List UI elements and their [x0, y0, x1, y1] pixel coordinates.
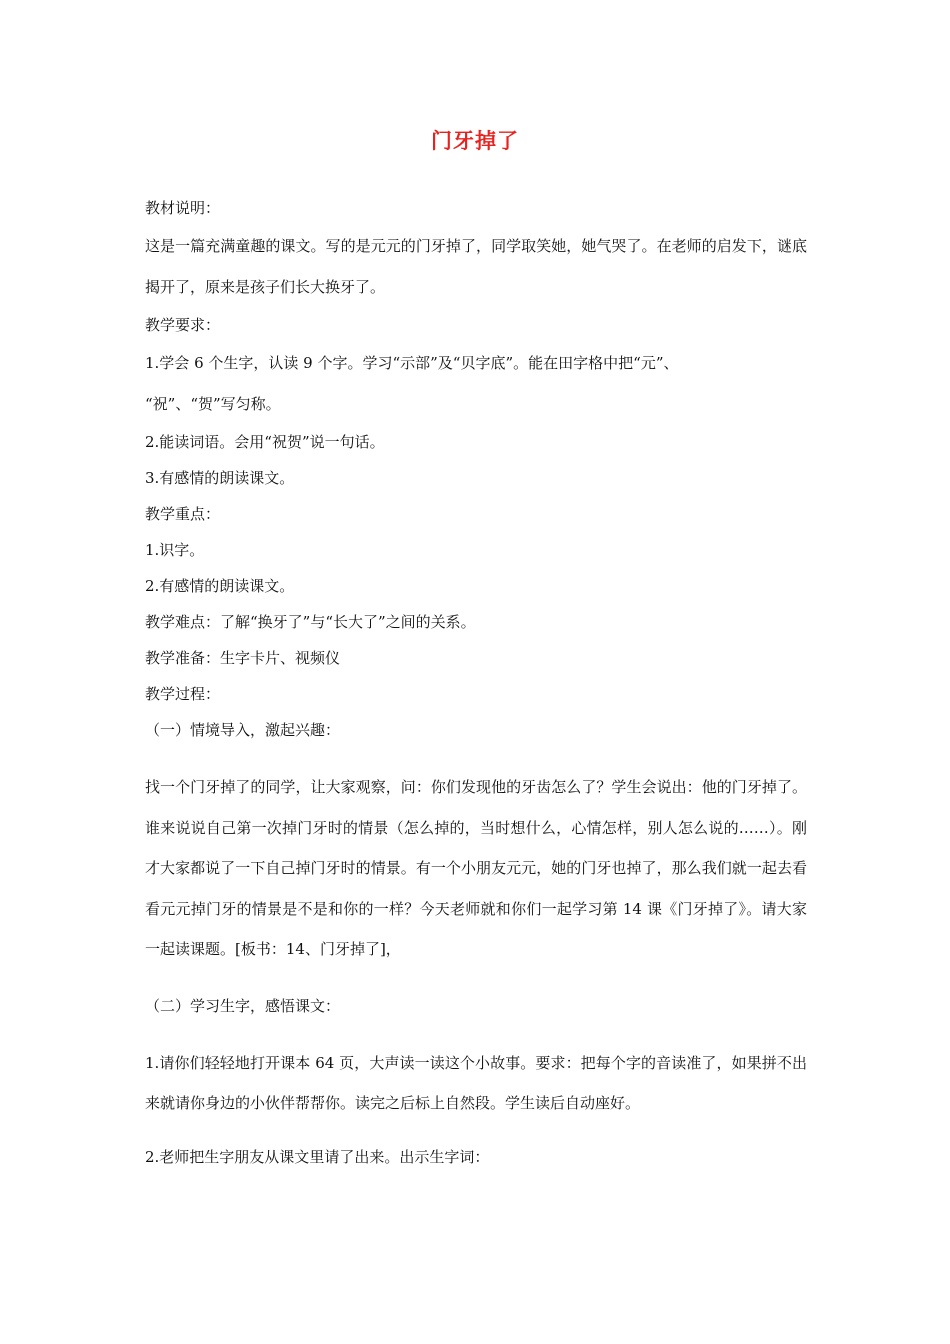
difficulty-text: 教学难点：了解“换牙了”与“长大了”之间的关系。 — [145, 613, 476, 631]
section-1-text: 找一个门牙掉了的同学，让大家观察，问：你们发现他的牙齿怎么了？学生会说出：他的门牙掉了。谁来说说自己第一次掉门牙时的情景（怎么掉的，当时想什么，心情怎样，别人怎么说的……）。刚才大家都说了一下自己掉门牙时的情景。有一个小朋友元元，她的门牙也掉了，那么我们就一起去看看元元掉门牙的情景是不是和你的一样？今天老师就和你们一起学习第 14 课《门牙掉了》。请大家一起读课题。[板书：14、门牙掉了]， — [145, 778, 807, 958]
process-heading: 教学过程： — [145, 685, 221, 703]
material-heading: 教材说明： — [145, 199, 221, 217]
requirement-1-line1: 1.学会 6 个生字，认读 9 个字。学习“示部”及“贝字底”。能在田字格中把“元”、 — [145, 354, 679, 372]
key-points-heading: 教学重点： — [145, 505, 221, 523]
step-1-text: 1.请你们轻轻地打开课本 64 页，大声读一读这个小故事。要求：把每个字的音读准了，如果拼不出来就请你身边的小伙伴帮帮你。读完之后标上自然段。学生读后自动座好。 — [145, 1053, 807, 1112]
key-point-1: 1.识字。 — [145, 541, 205, 559]
requirement-2: 2.能读词语。会用“祝贺”说一句话。 — [145, 433, 385, 451]
requirements-heading: 教学要求： — [145, 316, 221, 334]
requirement-1-line2: “祝”、“贺”写匀称。 — [145, 394, 281, 413]
key-point-2: 2.有感情的朗读课文。 — [145, 577, 295, 595]
document-title: 门牙掉了 — [431, 128, 519, 153]
requirement-3: 3.有感情的朗读课文。 — [145, 469, 295, 487]
step-2-text: 2.老师把生字朋友从课文里请了出来。出示生字词： — [145, 1147, 490, 1166]
document-body — [145, 190, 807, 1175]
preparation-text: 教学准备：生字卡片、视频仪 — [145, 649, 341, 667]
material-text: 这是一篇充满童趣的课文。写的是元元的门牙掉了，同学取笑她，她气哭了。在老师的启发下，谜底揭开了，原来是孩子们长大换牙了。 — [145, 237, 807, 296]
section-2-heading: （二）学习生字，感悟课文： — [145, 996, 341, 1015]
section-1-heading: （一）情境导入，激起兴趣： — [145, 721, 341, 739]
